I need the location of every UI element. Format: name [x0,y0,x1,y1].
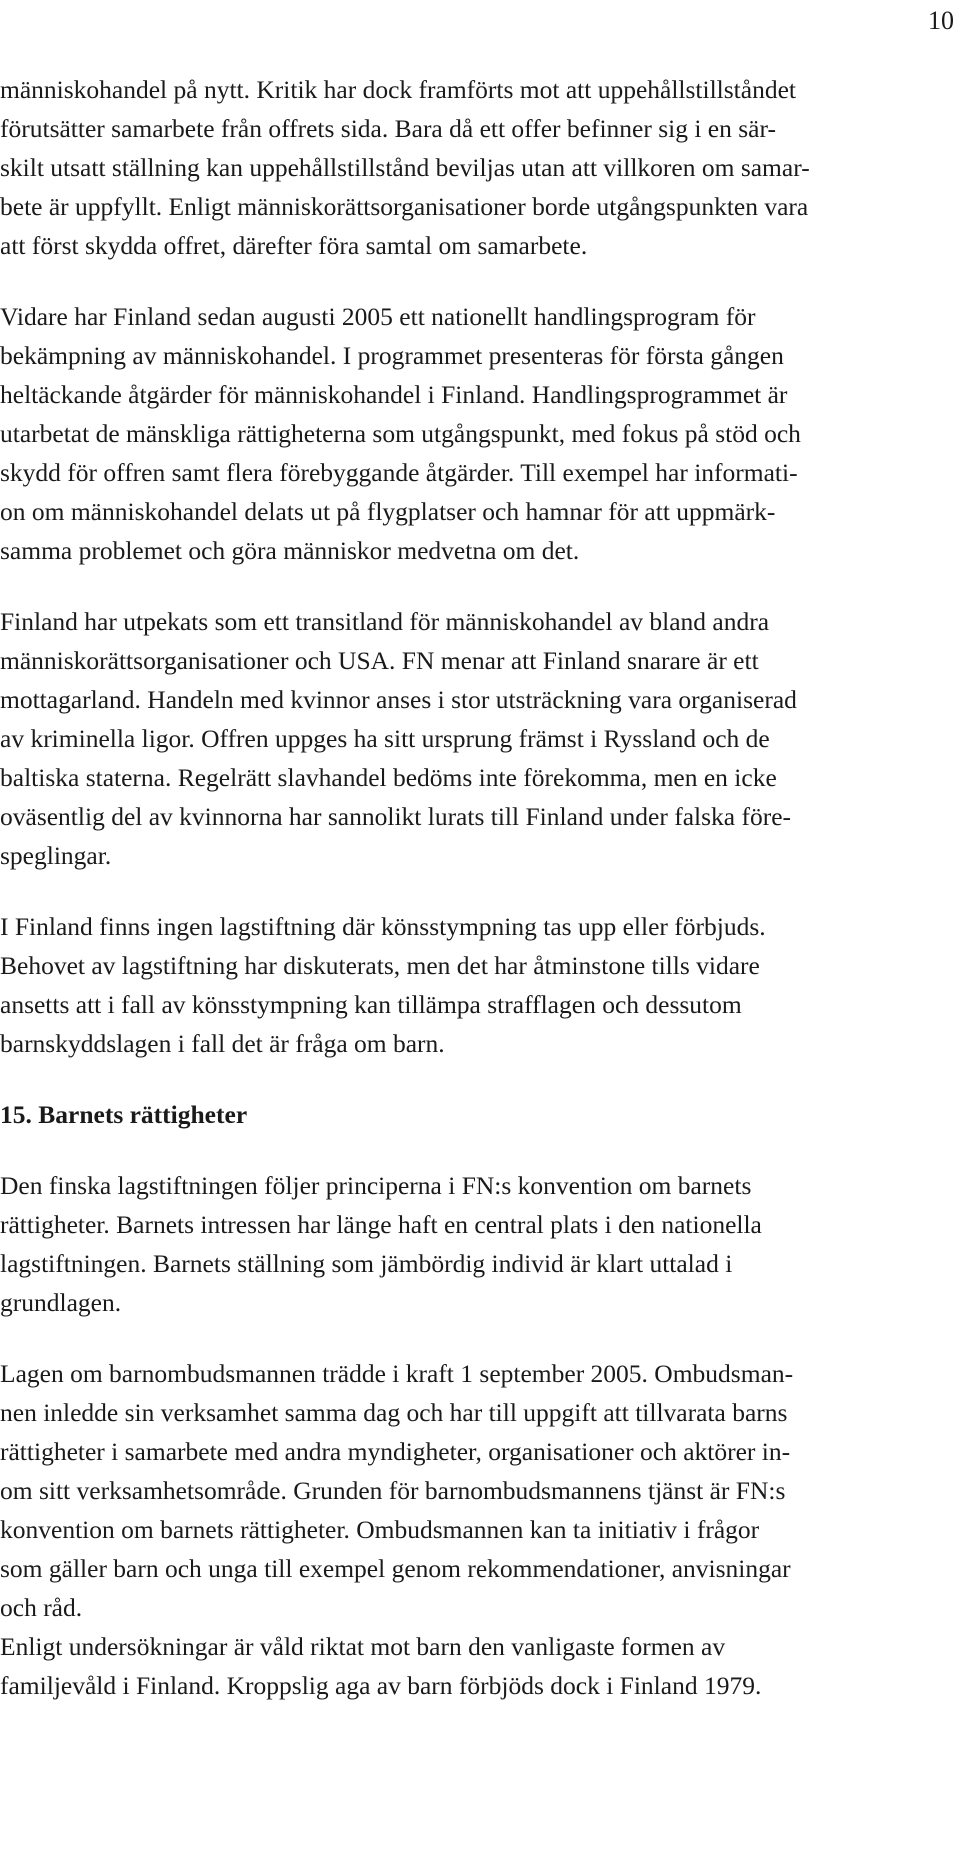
text-line: speglingar. [0,841,112,870]
paragraph [0,602,958,875]
text-line: nen inledde sin verksamhet samma dag och har till uppgift att tillvarata barns [0,1398,788,1427]
paragraph-spacer [0,875,958,907]
text-line: människorättsorganisationer och USA. FN menar att Finland snarare är ett [0,646,759,675]
text-line: skydd för offren samt flera förebyggande åtgärder. Till exempel har informati- [0,458,798,487]
text-line: och råd. [0,1593,83,1622]
text-line: bekämpning av människohandel. I programmet presenteras för första gången [0,341,784,370]
text-line: samma problemet och göra människor medvetna om det. [0,536,580,565]
paragraph-spacer [0,1134,958,1166]
paragraph [0,297,958,570]
text-line: Vidare har Finland sedan augusti 2005 ett nationellt handlingsprogram för [0,302,756,331]
text-line: mottagarland. Handeln med kvinnor anses i stor utsträckning vara organiserad [0,685,797,714]
text-line: förutsätter samarbete från offrets sida. Bara då ett offer befinner sig i en sär- [0,114,776,143]
text-line: heltäckande åtgärder för människohandel i Finland. Handlingsprogrammet är [0,380,788,409]
paragraph [0,1627,958,1705]
paragraph-spacer [0,265,958,297]
paragraph [0,907,958,1063]
text-line: som gäller barn och unga till exempel genom rekommendationer, anvisningar [0,1554,791,1583]
text-line: baltiska staterna. Regelrätt slavhandel bedöms inte förekomma, men en icke [0,763,777,792]
text-line: rättigheter. Barnets intressen har länge haft en central plats i den nationella [0,1210,762,1239]
text-line: utarbetat de mänskliga rättigheterna som utgångspunkt, med fokus på stöd och [0,419,801,448]
text-line: av kriminella ligor. Offren uppges ha sitt ursprung främst i Ryssland och de [0,724,770,753]
text-line: Enligt undersökningar är våld riktat mot barn den vanligaste formen av [0,1632,726,1661]
text-line: Behovet av lagstiftning har diskuterats, men det har åtminstone tills vidare [0,951,760,980]
section-heading: 15. Barnets rättigheter [0,1100,248,1129]
text-line: att först skydda offret, därefter föra samtal om samarbete. [0,231,588,260]
text-line: konvention om barnets rättigheter. Ombudsmannen kan ta initiativ i frågor [0,1515,760,1544]
document-body [0,70,958,1705]
text-line: Finland har utpekats som ett transitland för människohandel av bland andra [0,607,770,636]
text-line: I Finland finns ingen lagstiftning där könsstympning tas upp eller förbjuds. [0,912,766,941]
text-line: familjevåld i Finland. Kroppslig aga av barn förbjöds dock i Finland 1979. [0,1671,762,1700]
paragraph [0,70,958,265]
text-line: Lagen om barnombudsmannen trädde i kraft 1 september 2005. Ombudsman- [0,1359,794,1388]
text-line: Den finska lagstiftningen följer principerna i FN:s konvention om barnets [0,1171,752,1200]
text-line: grundlagen. [0,1288,122,1317]
text-line: on om människohandel delats ut på flygplatser och hamnar för att uppmärk- [0,497,776,526]
text-line: människohandel på nytt. Kritik har dock framförts mot att uppehållstillståndet [0,75,796,104]
page-number: 10 [928,6,954,35]
text-line: oväsentlig del av kvinnorna har sannolikt lurats till Finland under falska före- [0,802,792,831]
text-line: lagstiftningen. Barnets ställning som jämbördig individ är klart uttalad i [0,1249,733,1278]
text-line: skilt utsatt ställning kan uppehållstillstånd beviljas utan att villkoren om samar- [0,153,810,182]
paragraph-spacer [0,570,958,602]
paragraph [0,1354,958,1627]
text-line: bete är uppfyllt. Enligt människorättsorganisationer borde utgångspunkten vara [0,192,809,221]
paragraph [0,1166,958,1322]
text-line: ansetts att i fall av könsstympning kan tillämpa strafflagen och dessutom [0,990,742,1019]
paragraph-spacer [0,1322,958,1354]
text-line: rättigheter i samarbete med andra myndigheter, organisationer och aktörer in- [0,1437,791,1466]
paragraph-spacer [0,1063,958,1095]
text-line: barnskyddslagen i fall det är fråga om barn. [0,1029,445,1058]
text-line: om sitt verksamhetsområde. Grunden för barnombudsmannens tjänst är FN:s [0,1476,786,1505]
